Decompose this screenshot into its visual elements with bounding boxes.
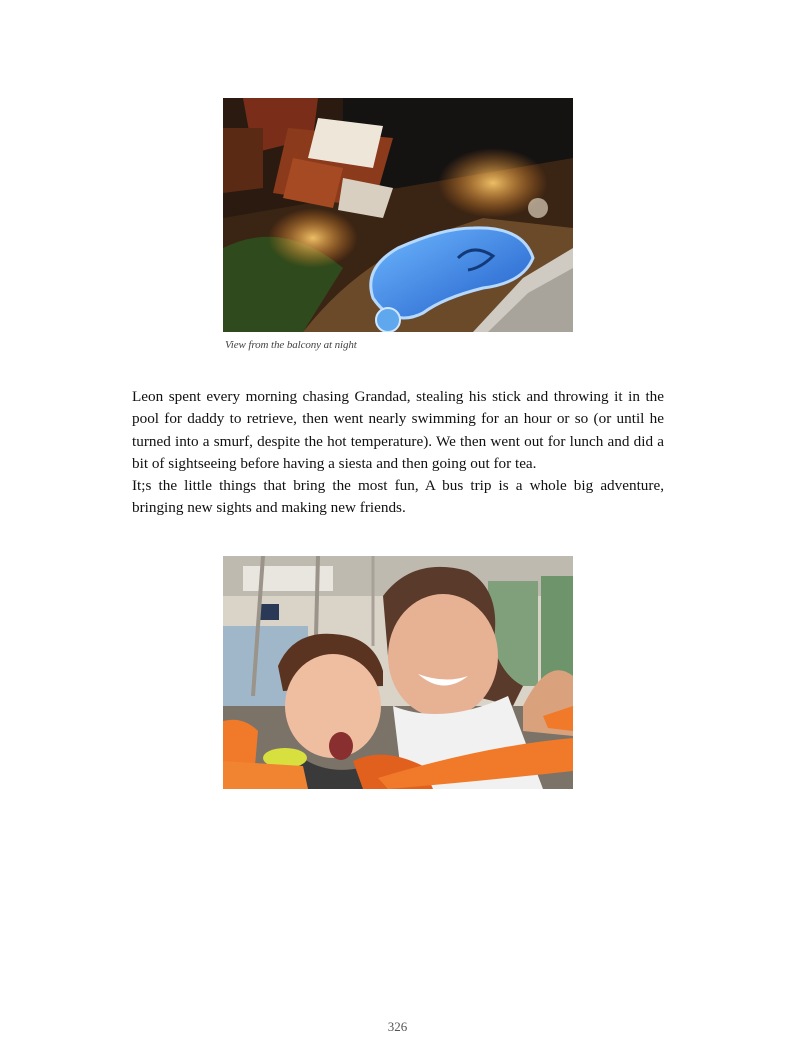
bus-trip-photo-graphic: [223, 556, 573, 789]
bus-trip-photo: [223, 556, 573, 789]
pool-night-photo-graphic: [223, 98, 573, 332]
photo-caption: View from the balcony at night: [225, 339, 357, 351]
pool-night-photo: [223, 98, 573, 332]
paragraph: It;s the little things that bring the most fun, A bus trip is a whole big adventure, bringing new sights and making new friends.: [132, 477, 664, 517]
body-text: [132, 386, 664, 520]
page-number: 326: [387, 1019, 408, 1034]
paragraph: Leon spent every morning chasing Grandad, stealing his stick and throwing it in the pool for daddy to retrieve, then went nearly swimming for an hour or so (or until he turned into a smurf, despite the hot temperature). We then went out for lunch and did a bit of sightseeing before having a siesta and then going out for tea.: [132, 388, 664, 472]
